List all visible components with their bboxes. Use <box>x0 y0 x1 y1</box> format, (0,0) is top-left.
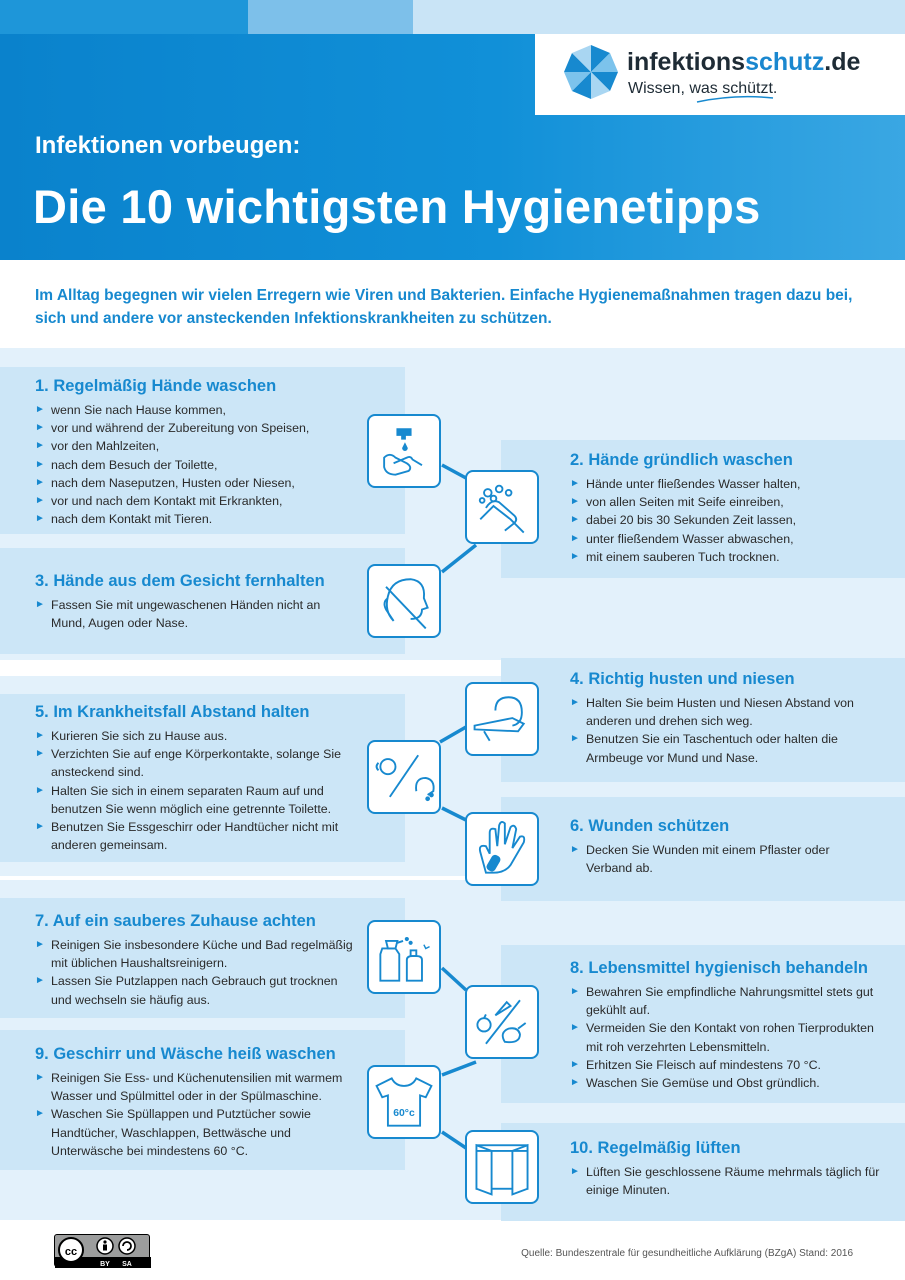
list-item: ► Verzichten Sie auf enge Körperkontakte, solange Sie ansteckend sind. <box>35 745 360 781</box>
food-hygiene-icon <box>465 985 539 1059</box>
list-item: ► Waschen Sie Gemüse und Obst gründlich. <box>570 1074 890 1092</box>
tip-8-title: 8. Lebensmittel hygienisch behandeln <box>570 959 868 977</box>
list-item: ► Halten Sie sich in einem separaten Raum auf und benutzen Sie wenn möglich eine getrennte Toilette. <box>35 782 360 818</box>
list-item: ► Reinigen Sie Ess- und Küchenutensilien mit warmem Wasser und Spülmittel oder in der Spülmaschine. <box>35 1069 365 1105</box>
tip-1-title: 1. Regelmäßig Hände waschen <box>35 377 277 395</box>
cc-license-icon <box>55 1235 151 1268</box>
list-item: ► Lassen Sie Putzlappen nach Gebrauch gut trocknen und wechseln sie häufig aus. <box>35 972 360 1008</box>
hands-soap-icon <box>465 470 539 544</box>
intro-text: Im Alltag begegnen wir vielen Erregern wie Viren und Bakterien. Einfache Hygienemaßnahmen tragen dazu bei, sich und andere vor ansteckenden Infektionskrankheiten zu schützen. <box>35 287 853 327</box>
source-note: Quelle: Bundeszentrale für gesundheitliche Aufklärung (BZgA) Stand: 2016 <box>521 1248 853 1259</box>
cleaning-spray-icon <box>367 920 441 994</box>
list-item: ► Benutzen Sie ein Taschentuch oder halten die Armbeuge vor Mund und Nase. <box>570 730 890 766</box>
tip-10-list <box>570 1163 880 1199</box>
list-item: ► von allen Seiten mit Seife einreiben, <box>570 493 890 511</box>
tip-7-title: 7. Auf ein sauberes Zuhause achten <box>35 912 316 930</box>
tip-5-list <box>35 727 360 854</box>
list-item: ► mit einem sauberen Tuch trocknen. <box>570 548 890 566</box>
tshirt-temperature-label: 60°c <box>393 1108 415 1120</box>
cc-license-badge[interactable] <box>54 1234 150 1267</box>
logo[interactable] <box>535 34 905 115</box>
logo-name-part2: schutz <box>745 48 825 76</box>
tip-3-list <box>35 596 355 632</box>
tip-9-list <box>35 1069 365 1160</box>
logo-name-part1: infektions <box>627 48 746 76</box>
tip-4-title: 4. Richtig husten und niesen <box>570 670 795 688</box>
list-item: ► Hände unter fließendes Wasser halten, <box>570 475 890 493</box>
list-item: ► vor den Mahlzeiten, <box>35 437 385 455</box>
strip-segment-mid <box>248 0 413 34</box>
logo-name-part3: .de <box>824 48 861 76</box>
tip-8-list <box>570 983 890 1092</box>
tip-9-title: 9. Geschirr und Wäsche heiß waschen <box>35 1045 336 1063</box>
list-item: ► wenn Sie nach Hause kommen, <box>35 401 385 419</box>
header-overline: Infektionen vorbeugen: <box>35 132 301 159</box>
top-color-strip <box>0 0 905 34</box>
page-title: Die 10 wichtigsten Hygienetipps <box>33 180 761 233</box>
tip-6-title: 6. Wunden schützen <box>570 817 730 835</box>
cc-sa-label: SA <box>122 1261 132 1268</box>
no-face-touch-icon <box>367 564 441 638</box>
swoosh-icon <box>695 94 775 104</box>
list-item: ► vor und nach dem Kontakt mit Erkrankten, <box>35 492 385 510</box>
list-item: ► Kurieren Sie sich zu Hause aus. <box>35 727 360 745</box>
list-item: ► vor und während der Zubereitung von Speisen, <box>35 419 385 437</box>
list-item: ► Vermeiden Sie den Kontakt von rohen Tierprodukten mit roh verzehrten Lebensmitteln. <box>570 1019 890 1055</box>
list-item: ► Erhitzen Sie Fleisch auf mindestens 70 °C. <box>570 1056 890 1074</box>
list-item: ► Benutzen Sie Essgeschirr oder Handtücher nicht mit anderen gemeinsam. <box>35 818 360 854</box>
umbrella-logo-icon <box>563 44 619 100</box>
logo-wordmark <box>627 48 860 77</box>
tshirt-60-degrees-icon <box>367 1065 441 1139</box>
logo-tagline: Wissen, was schützt. <box>628 80 778 97</box>
tip-1-list <box>35 401 385 528</box>
list-item: ► dabei 20 bis 30 Sekunden Zeit lassen, <box>570 511 890 529</box>
list-item: ► Fassen Sie mit ungewaschenen Händen nicht an Mund, Augen oder Nase. <box>35 596 355 632</box>
tip-2-title: 2. Hände gründlich waschen <box>570 451 793 469</box>
handwash-faucet-icon <box>367 414 441 488</box>
cough-elbow-icon <box>465 682 539 756</box>
bandage-hand-icon <box>465 812 539 886</box>
list-item: ► Reinigen Sie insbesondere Küche und Bad regelmäßig mit üblichen Haushaltsreinigern. <box>35 936 360 972</box>
list-item: ► Lüften Sie geschlossene Räume mehrmals täglich für einige Minuten. <box>570 1163 880 1199</box>
tip-7-list <box>35 936 360 1009</box>
list-item: ► Decken Sie Wunden mit einem Pflaster oder Verband ab. <box>570 841 860 877</box>
cc-by-label: BY <box>100 1261 110 1268</box>
list-item: ► nach dem Naseputzen, Husten oder Niesen, <box>35 474 385 492</box>
list-item: ► nach dem Besuch der Toilette, <box>35 456 385 474</box>
tip-2-list <box>570 475 890 566</box>
tip-5-title: 5. Im Krankheitsfall Abstand halten <box>35 703 310 721</box>
list-item: ► nach dem Kontakt mit Tieren. <box>35 510 385 528</box>
svg-text:cc: cc <box>64 1246 78 1258</box>
tip-10-title: 10. Regelmäßig lüften <box>570 1139 741 1157</box>
tip-3-title: 3. Hände aus dem Gesicht fernhalten <box>35 572 325 590</box>
list-item: ► Halten Sie beim Husten und Niesen Abstand von anderen und drehen sich weg. <box>570 694 890 730</box>
open-window-icon <box>465 1130 539 1204</box>
strip-segment-dark <box>0 0 248 34</box>
list-item: ► Waschen Sie Spüllappen und Putztücher sowie Handtücher, Waschlappen, Bettwäsche und Unterwäsche bei mindestens 60 °C. <box>35 1105 365 1160</box>
keep-distance-icon <box>367 740 441 814</box>
list-item: ► Bewahren Sie empfindliche Nahrungsmittel stets gut gekühlt auf. <box>570 983 890 1019</box>
tip-6-list <box>570 841 860 877</box>
list-item: ► unter fließendem Wasser abwaschen, <box>570 530 890 548</box>
tip-4-list <box>570 694 890 767</box>
